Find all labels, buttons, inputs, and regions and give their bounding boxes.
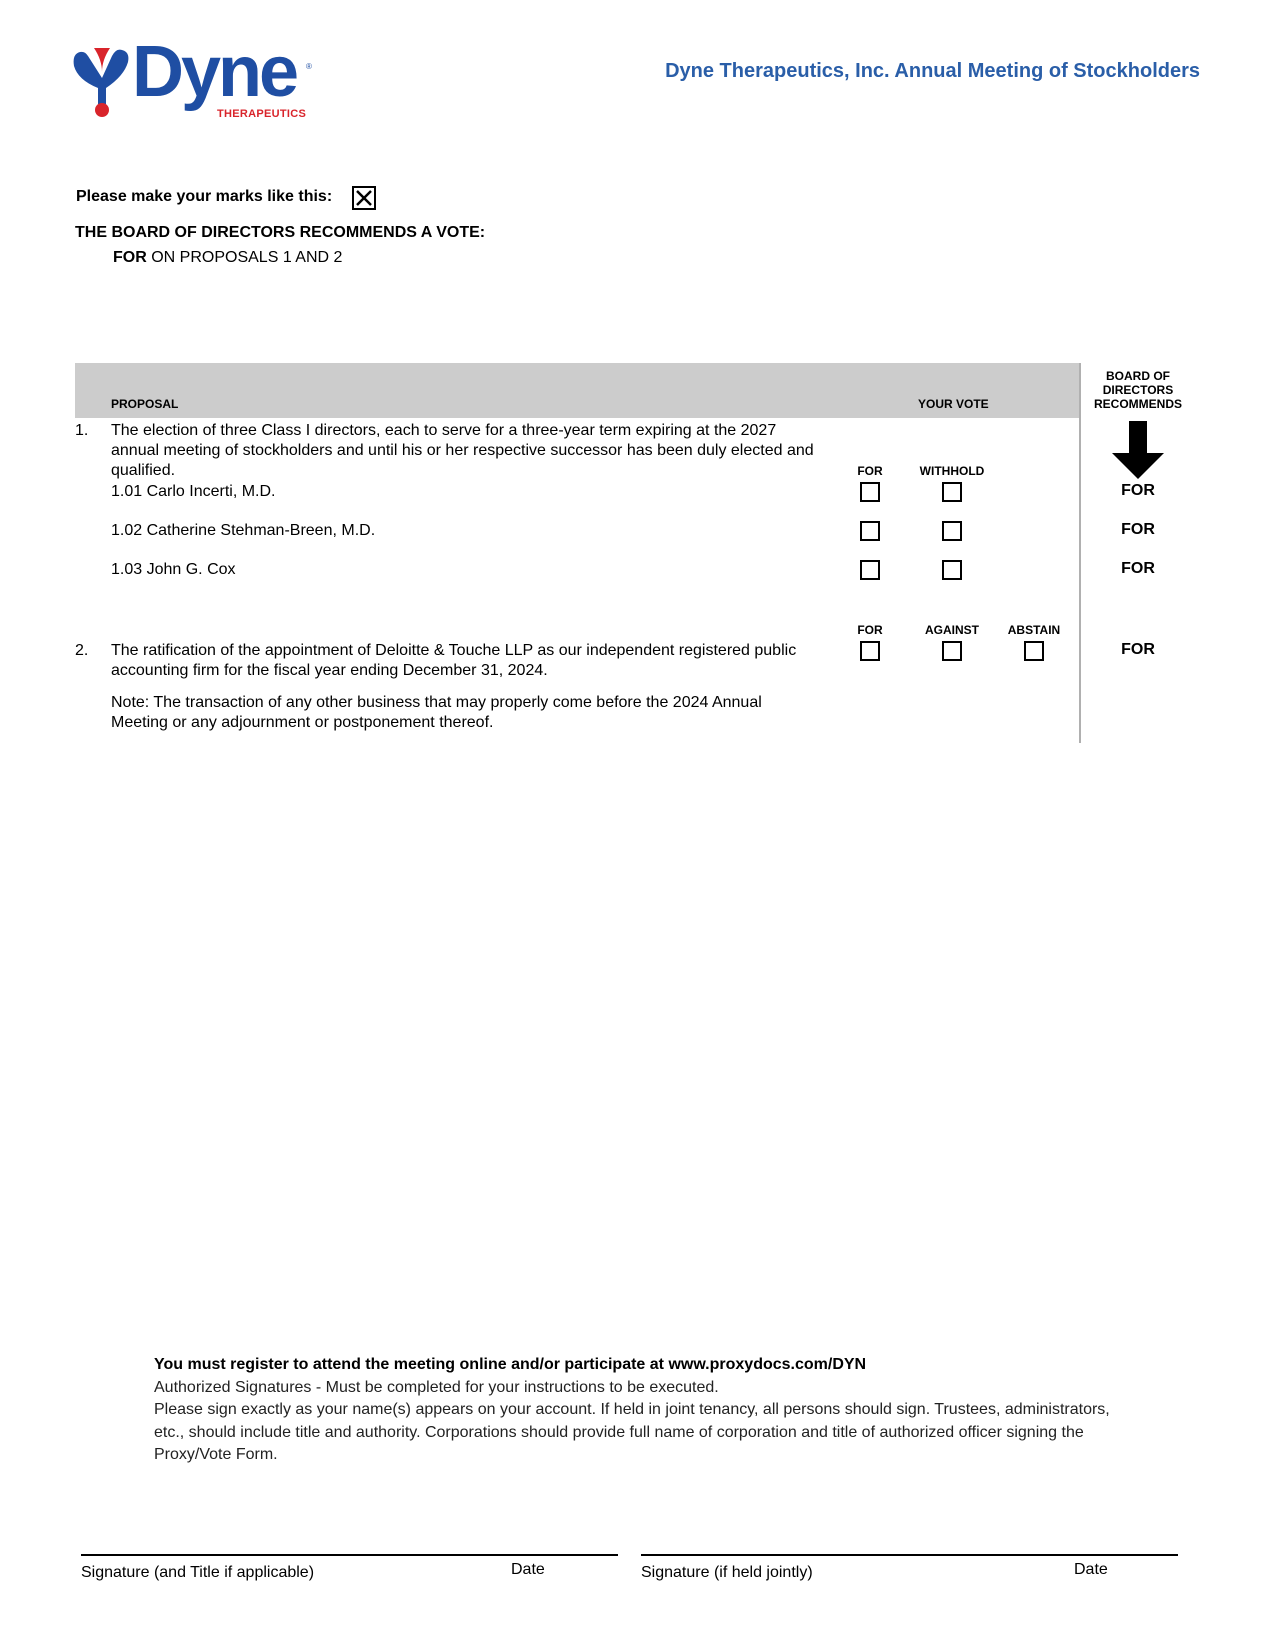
board-recommendation-line xyxy=(113,249,342,267)
authorized-signatures-note: Authorized Signatures - Must be completed for your instructions to be executed. xyxy=(154,1378,719,1396)
rec-for-word: FOR xyxy=(113,249,147,266)
col-your-vote-header: YOUR VOTE xyxy=(918,397,989,411)
proposal-2-against-checkbox[interactable] xyxy=(942,641,962,661)
marks-instruction: Please make your marks like this: xyxy=(76,188,333,205)
logo-subtitle: THERAPEUTICS xyxy=(217,108,307,120)
board-recommendation-heading: THE BOARD OF DIRECTORS RECOMMENDS A VOTE: xyxy=(75,224,486,241)
logo-wordmark: Dyne xyxy=(132,32,297,112)
col-board-line: DIRECTORS xyxy=(1102,383,1174,397)
footer-block xyxy=(154,1354,1114,1467)
col-board-line: RECOMMENDS xyxy=(1093,397,1182,411)
proposal-1-text: The election of three Class I directors, each to serve for a three-year term expiring at the 2027 annual meeting of stockholders and until his or her respective successor has been duly elected and qualified. xyxy=(111,422,814,479)
signature-2-label: Signature (if held jointly) xyxy=(641,1564,813,1581)
proposal-1-withhold-header: WITHHOLD xyxy=(919,464,985,478)
proposal-2-for-checkbox[interactable] xyxy=(860,641,880,661)
signature-2-line[interactable] xyxy=(641,1554,1178,1556)
signature-1-line[interactable] xyxy=(81,1554,618,1556)
proposal-2-abstain-checkbox[interactable] xyxy=(1024,641,1044,661)
proposal-2-recommendation: FOR xyxy=(1121,641,1155,658)
dyne-mark-icon xyxy=(70,46,132,118)
date-1-label: Date xyxy=(511,1561,545,1578)
nominee-3-withhold-checkbox[interactable] xyxy=(942,560,962,580)
signature-1-label: Signature (and Title if applicable) xyxy=(81,1564,315,1581)
nominee-1-recommendation: FOR xyxy=(1121,482,1155,499)
nominee-2-label: 1.02 Catherine Stehman-Breen, M.D. xyxy=(111,522,376,539)
nominee-2-for-checkbox[interactable] xyxy=(860,521,880,541)
page-title: Dyne Therapeutics, Inc. Annual Meeting of Stockholders xyxy=(665,60,1200,82)
nominee-3-label: 1.03 John G. Cox xyxy=(111,561,236,578)
date-2-label: Date xyxy=(1074,1561,1108,1578)
nominee-1-for-checkbox[interactable] xyxy=(860,482,880,502)
nominee-3-recommendation: FOR xyxy=(1121,560,1155,577)
nominee-1-withhold-checkbox[interactable] xyxy=(942,482,962,502)
signing-instructions: Please sign exactly as your name(s) appears on your account. If held in joint tenancy, all persons should sign. Trustees, administrators, etc., should include title and authority. Corporations should provide full name of corporation and title of authorized officer signing the Proxy/Vote Form. xyxy=(154,1401,1110,1463)
register-notice: You must register to attend the meeting online and/or participate at www.proxydocs.com/DYN xyxy=(154,1356,867,1373)
proposal-note: Note: The transaction of any other business that may properly come before the 2024 Annual Meeting or any adjournment or postponement thereof. xyxy=(111,694,762,731)
down-arrow-icon xyxy=(1112,421,1164,479)
rec-proposals: ON PROPOSALS 1 AND 2 xyxy=(146,249,343,266)
logo-registered-mark: ® xyxy=(306,62,312,71)
nominee-3-for-checkbox[interactable] xyxy=(860,560,880,580)
col-board-header xyxy=(1090,369,1186,411)
proposal-2-for-header: FOR xyxy=(857,623,883,637)
proposal-2-against-header: AGAINST xyxy=(925,623,979,637)
nominee-1-label: 1.01 Carlo Incerti, M.D. xyxy=(111,483,276,500)
x-mark-icon xyxy=(354,188,374,208)
dyne-logo xyxy=(70,32,312,124)
col-proposal-header: PROPOSAL xyxy=(111,397,179,411)
table-divider xyxy=(1079,363,1081,743)
proposal-2-abstain-header: ABSTAIN xyxy=(1007,623,1061,637)
proposal-1-number: 1. xyxy=(75,422,89,439)
proposal-2-text: The ratification of the appointment of Deloitte & Touche LLP as our independent registered public accounting firm for the fiscal year ending December 31, 2024. xyxy=(111,642,797,679)
nominee-2-withhold-checkbox[interactable] xyxy=(942,521,962,541)
proposal-1-for-header: FOR xyxy=(857,464,883,478)
col-board-line: BOARD OF xyxy=(1106,369,1170,383)
sample-mark-box xyxy=(352,186,376,210)
proposal-2-number: 2. xyxy=(75,642,89,659)
nominee-2-recommendation: FOR xyxy=(1121,521,1155,538)
